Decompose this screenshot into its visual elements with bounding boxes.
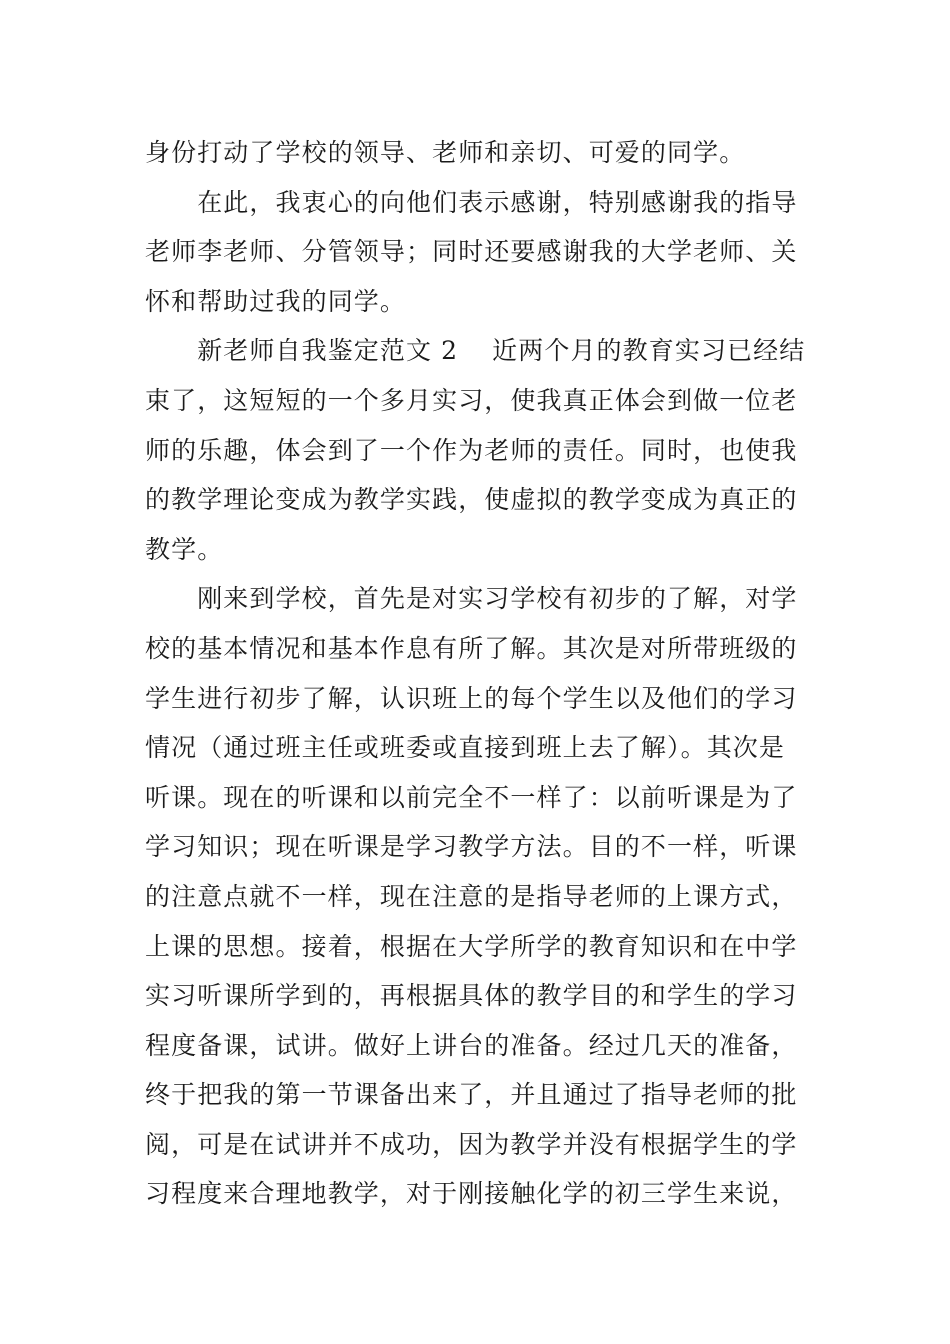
text-line: 身份打动了学校的领导、老师和亲切、可爱的同学。 [145, 138, 746, 167]
text-line: 实习听课所学到的，再根据具体的教学目的和学生的学习 [145, 981, 798, 1011]
text-fragment: 近两个月的教育实习已经结 [492, 336, 806, 366]
text-line: 听课。现在的听课和以前完全不一样了：以前听课是为了 [145, 782, 798, 812]
text-line: 校的基本情况和基本作息有所了解。其次是对所带班级的 [145, 633, 798, 663]
section-heading: 新老师自我鉴定范文 2 [145, 336, 459, 366]
text-line: 的教学理论变成为教学实践，使虚拟的教学变成为真正的 [145, 485, 798, 515]
text-line: 学生进行初步了解，认识班上的每个学生以及他们的学习 [145, 683, 798, 713]
text-line: 束了，这短短的一个多月实习，使我真正体会到做一位老 [145, 385, 798, 415]
text-line: 老师李老师、分管领导；同时还要感谢我的大学老师、关 [145, 237, 798, 267]
text-line: 怀和帮助过我的同学。 [145, 286, 407, 316]
text-line: 学习知识；现在听课是学习教学方法。目的不一样，听课 [145, 832, 798, 862]
text-line: 刚来到学校，首先是对实习学校有初步的了解，对学 [145, 584, 798, 614]
text-line: 程度备课，试讲。做好上讲台的准备。经过几天的准备， [145, 1030, 798, 1060]
text-line: 教学。 [145, 534, 224, 564]
text-line: 师的乐趣，体会到了一个作为老师的责任。同时，也使我 [145, 435, 798, 465]
text-line: 习程度来合理地教学，对于刚接触化学的初三学生来说， [145, 1179, 798, 1209]
text-line: 终于把我的第一节课备出来了，并且通过了指导老师的批 [145, 1080, 798, 1110]
text-line-with-heading [145, 326, 810, 376]
body-text [145, 128, 810, 1219]
text-line: 阅，可是在试讲并不成功，因为教学并没有根据学生的学 [145, 1129, 798, 1159]
text-line: 上课的思想。接着，根据在大学所学的教育知识和在中学 [145, 931, 798, 961]
text-line: 情况（通过班主任或班委或直接到班上去了解）。其次是 [145, 733, 786, 763]
text-line: 在此，我衷心的向他们表示感谢，特别感谢我的指导 [145, 187, 798, 217]
text-line: 的注意点就不一样，现在注意的是指导老师的上课方式， [145, 881, 798, 911]
